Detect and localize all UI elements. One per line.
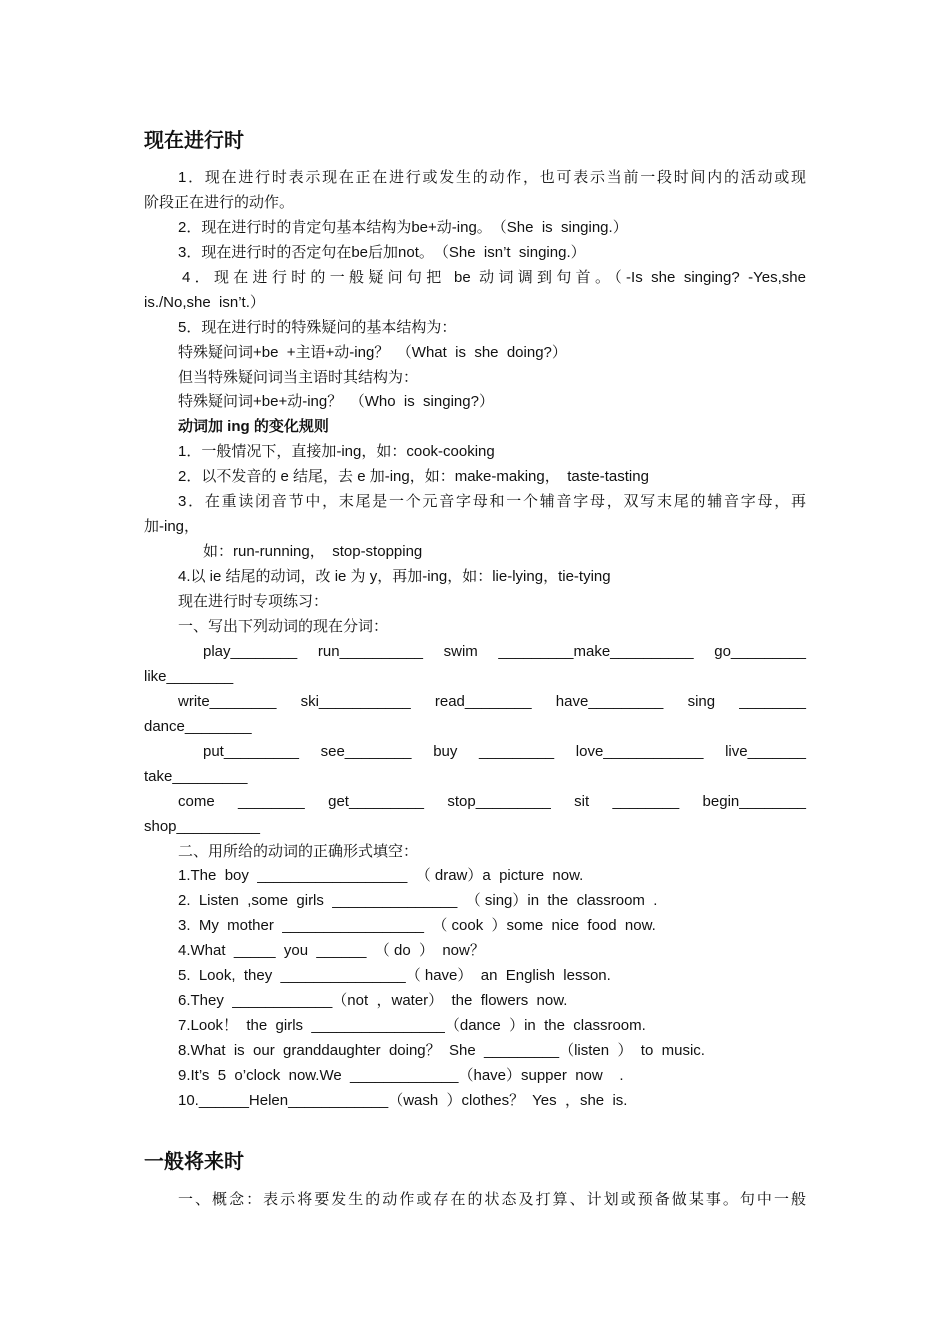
paragraph-line: 4．现在进行时的一般疑问句把 be 动词调到句首。（-Is she singing? -Yes,she — [182, 269, 806, 286]
paragraph-line: 但当特殊疑问词当主语时其结构为： — [178, 369, 419, 386]
exercise2-item: 6.They ____________（not ，water） the flowers now. — [178, 992, 568, 1009]
rule-line: 如：run-running， stop-stopping — [203, 543, 423, 560]
exercise1-row: put_________ see________ buy _________ love____________ live_______ — [203, 743, 806, 760]
paragraph-line: 3．现在进行时的否定句在be后加not。 （She isn’t singing.） — [178, 244, 586, 261]
exercise1-row: play________ run__________ swim _________make__________ go_________ — [203, 643, 806, 660]
rule-line: 3．在重读闭音节中，末尾是一个元音字母和一个辅音字母，双写末尾的辅音字母，再 — [178, 493, 806, 510]
rules-heading: 动词加 ing 的变化规则 — [178, 418, 329, 435]
exercise2-item: 7.Look！ the girls ________________（dance ）in the classroom. — [178, 1017, 646, 1034]
rule-line: 1．一般情况下，直接加-ing，如：cook-cooking — [178, 443, 495, 460]
paragraph-line: 5．现在进行时的特殊疑问的基本结构为： — [178, 319, 457, 336]
exercise2-item: 5. Look, they _______________（ have） an English lesson. — [178, 967, 611, 984]
section-title-present-continuous: 现在进行时 — [144, 130, 244, 152]
rule-line: 2．以不发音的 e 结尾，去 e 加-ing，如：make-making， taste-tasting — [178, 468, 649, 485]
exercise1-title: 一、写出下列动词的现在分词： — [178, 618, 389, 635]
exercise1-row: write________ ski___________ read________ have_________ sing ________ — [178, 693, 806, 710]
paragraph-line: 2．现在进行时的肯定句基本结构为be+动-ing。 （She is singing.） — [178, 219, 628, 236]
practice-heading: 现在进行时专项练习： — [178, 593, 329, 610]
exercise1-row: take_________ — [144, 768, 248, 785]
exercise1-row: like________ — [144, 668, 234, 685]
exercise2-item: 10.______Helen____________（wash ）clothes？ Yes ，she is. — [178, 1092, 628, 1109]
exercise2-item: 9.It’s 5 o’clock now.We _____________（have）supper now . — [178, 1067, 624, 1084]
exercise1-row: dance________ — [144, 718, 252, 735]
paragraph-line: 特殊疑问词+be+动-ing？ （Who is singing?） — [178, 393, 494, 410]
paragraph-line: 阶段正在进行的动作。 — [144, 194, 295, 211]
exercise2-item: 8.What is our granddaughter doing？ She _________（listen ） to music. — [178, 1042, 705, 1059]
exercise2-item: 2. Listen ,some girls _______________ （ sing）in the classroom . — [178, 892, 658, 909]
exercise2-title: 二、用所给的动词的正确形式填空： — [178, 843, 419, 860]
exercise1-row: shop__________ — [144, 818, 260, 835]
exercise2-item: 1.The boy __________________ （ draw）a picture now. — [178, 867, 584, 884]
exercise2-item: 3. My mother _________________ （ cook ）some nice food now. — [178, 917, 656, 934]
paragraph-line: 1．现在进行时表示现在正在进行或发生的动作，也可表示当前一段时间内的活动或现 — [178, 169, 806, 186]
rule-line: 加-ing， — [144, 518, 200, 535]
paragraph-line: 一、概念：表示将要发生的动作或存在的状态及打算、计划或预备做某事。句中一般 — [178, 1191, 806, 1208]
rule-line: 4.以 ie 结尾的动词，改 ie 为 y，再加-ing，如：lie-lying，tie-tying — [178, 568, 611, 585]
exercise1-row: come ________ get_________ stop_________ sit ________ begin________ — [178, 793, 806, 810]
paragraph-line: 特殊疑问词+be +主语+动-ing？ （What is she doing?） — [178, 344, 567, 361]
section-title-future: 一般将来时 — [144, 1151, 244, 1173]
paragraph-line: is./No,she isn’t.） — [144, 294, 265, 311]
exercise2-item: 4.What _____ you ______ （ do ） now？ — [178, 942, 485, 959]
